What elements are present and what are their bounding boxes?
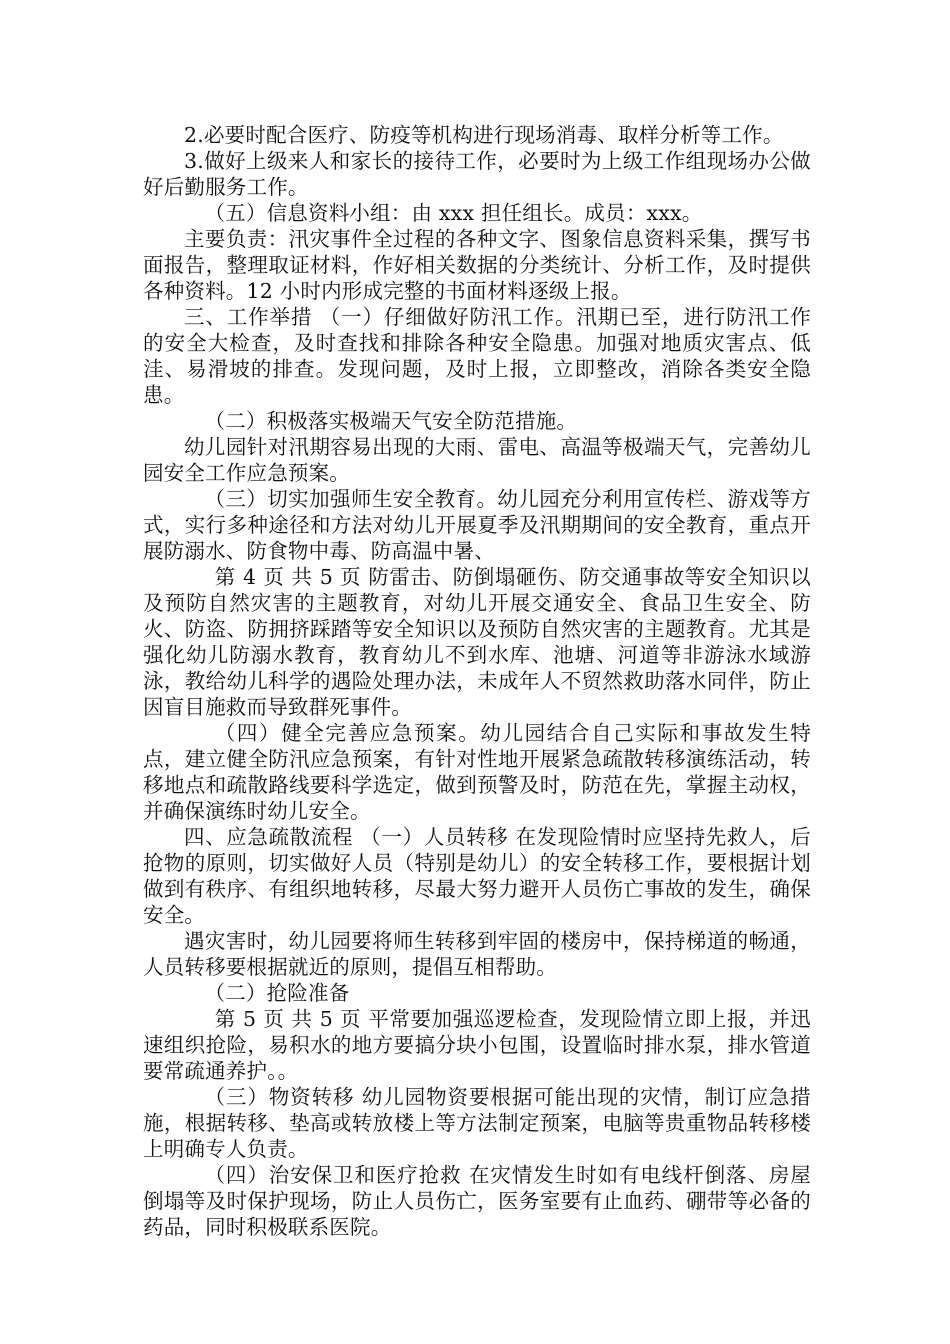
paragraph-14: 第 5 页 共 5 页 平常要加强巡逻检查，发现险情立即上报，并迅速组织抢险，易积水的地方要搞分块小包围，设置临时排水泵，排水管道要常疏通养护。。	[143, 1007, 811, 1083]
document-body	[143, 122, 811, 1240]
paragraph-10: （四）健全完善应急预案。幼儿园结合自己实际和事故发生特点，建立健全防汛应急预案，有针对性地开展紧急疏散转移演练活动，转移地点和疏散路线要科学选定，做到预警及时，防范在先，掌握主动权，并确保演练时幼儿安全。	[143, 721, 811, 823]
paragraph-12: 遇灾害时，幼儿园要将师生转移到牢固的楼房中，保持梯道的畅通，人员转移要根据就近的原则，提倡互相帮助。	[143, 929, 811, 979]
paragraph-13: （二）抢险准备	[204, 981, 350, 1005]
paragraph-15: （三）物资转移 幼儿园物资要根据可能出现的灾情，制订应急措施，根据转移、垫高或转放楼上等方法制定预案，电脑等贵重物品转移楼上明确专人负责。	[143, 1085, 811, 1161]
paragraph-16: （四）治安保卫和医疗抢救 在灾情发生时如有电线杆倒落、房屋倒塌等及时保护现场，防止人员伤亡，医务室要有止血药、硼带等必备的药品，同时积极联系医院。	[143, 1163, 811, 1239]
paragraph-2: 3.做好上级来人和家长的接待工作，必要时为上级工作组现场办公做好后勤服务工作。	[143, 149, 811, 199]
paragraph-4: 主要负责：汛灾事件全过程的各种文字、图象信息资料采集，撰写书面报告，整理取证材料，作好相关数据的分类统计、分析工作，及时提供各种资料。12 小时内形成完整的书面材料逐级上报。	[143, 227, 811, 303]
paragraph-9: 第 4 页 共 5 页 防雷击、防倒塌砸伤、防交通事故等安全知识以及预防自然灾害的主题教育，对幼儿开展交通安全、食品卫生安全、防火、防盗、防拥挤踩踏等安全知识以及预防自然灾害的主题教育。尤其是强化幼儿防溺水教育，教育幼儿不到水库、池塘、河道等非游泳水域游泳，教给幼儿科学的遇险处理办法，未成年人不贸然救助落水同伴，防止因盲目施救而导致群死事件。	[143, 565, 811, 719]
paragraph-1: 2.必要时配合医疗、防疫等机构进行现场消毒、取样分析等工作。	[184, 123, 784, 147]
paragraph-8: （三）切实加强师生安全教育。幼儿园充分利用宣传栏、游戏等方式，实行多种途径和方法对幼儿开展夏季及汛期期间的安全教育，重点开展防溺水、防食物中毒、防高温中暑、	[143, 487, 811, 563]
paragraph-7: 幼儿园针对汛期容易出现的大雨、雷电、高温等极端天气，完善幼儿园安全工作应急预案。	[143, 435, 811, 485]
paragraph-5: 三、工作举措 （一）仔细做好防汛工作。汛期已至，进行防汛工作的安全大检查，及时查找和排除各种安全隐患。加强对地质灾害点、低洼、易滑坡的排查。发现问题，及时上报，立即整改，消除各类安全隐患。	[143, 305, 811, 407]
paragraph-3: （五）信息资料小组：由 xxx 担任组长。成员：xxx。	[204, 201, 703, 225]
paragraph-11: 四、应急疏散流程 （一）人员转移 在发现险情时应坚持先救人，后抢物的原则，切实做好人员（特别是幼儿）的安全转移工作，要根据计划做到有秩序、有组织地转移，尽最大努力避开人员伤亡事故的发生，确保安全。	[143, 825, 811, 927]
paragraph-6: （二）积极落实极端天气安全防范措施。	[204, 409, 578, 433]
